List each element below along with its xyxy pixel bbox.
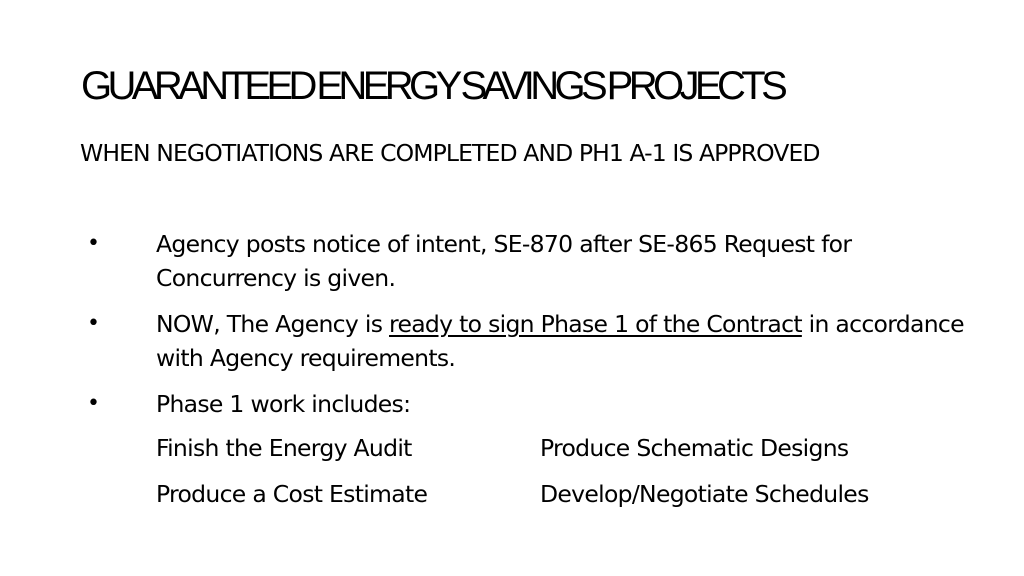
phase1-work-grid <box>156 431 940 511</box>
bullet-text-underlined: ready to sign Phase 1 of the Contract <box>389 310 802 338</box>
bullet-text: Agency posts notice of intent, SE-870 after SE-865 Request for Concurrency is given. <box>156 230 852 292</box>
bullet-item-ready-to-sign <box>80 307 980 375</box>
bullet-dot-icon: • <box>87 231 100 256</box>
bullet-dot-icon: • <box>87 391 100 416</box>
bullet-list <box>80 227 980 433</box>
work-item-schematic-designs: Produce Schematic Designs <box>540 434 849 462</box>
bullet-text-after: in accordance with Agency requirements. <box>156 310 964 372</box>
bullet-text: Phase 1 work includes: <box>156 390 411 418</box>
bullet-item-phase1-work <box>80 387 980 421</box>
work-item-schedules: Develop/Negotiate Schedules <box>540 480 869 508</box>
slide-subtitle: WHEN NEGOTIATIONS ARE COMPLETED AND PH1 A-1 IS APPROVED <box>80 139 820 167</box>
work-item-cost-estimate: Produce a Cost Estimate <box>156 480 428 508</box>
slide-title: GUARANTEED ENERGY SAVINGS PROJECTS <box>81 64 784 108</box>
bullet-item-notice <box>80 227 980 295</box>
bullet-dot-icon: • <box>87 311 100 336</box>
bullet-text-before: NOW, The Agency is <box>156 310 390 338</box>
work-item-energy-audit: Finish the Energy Audit <box>156 434 412 462</box>
